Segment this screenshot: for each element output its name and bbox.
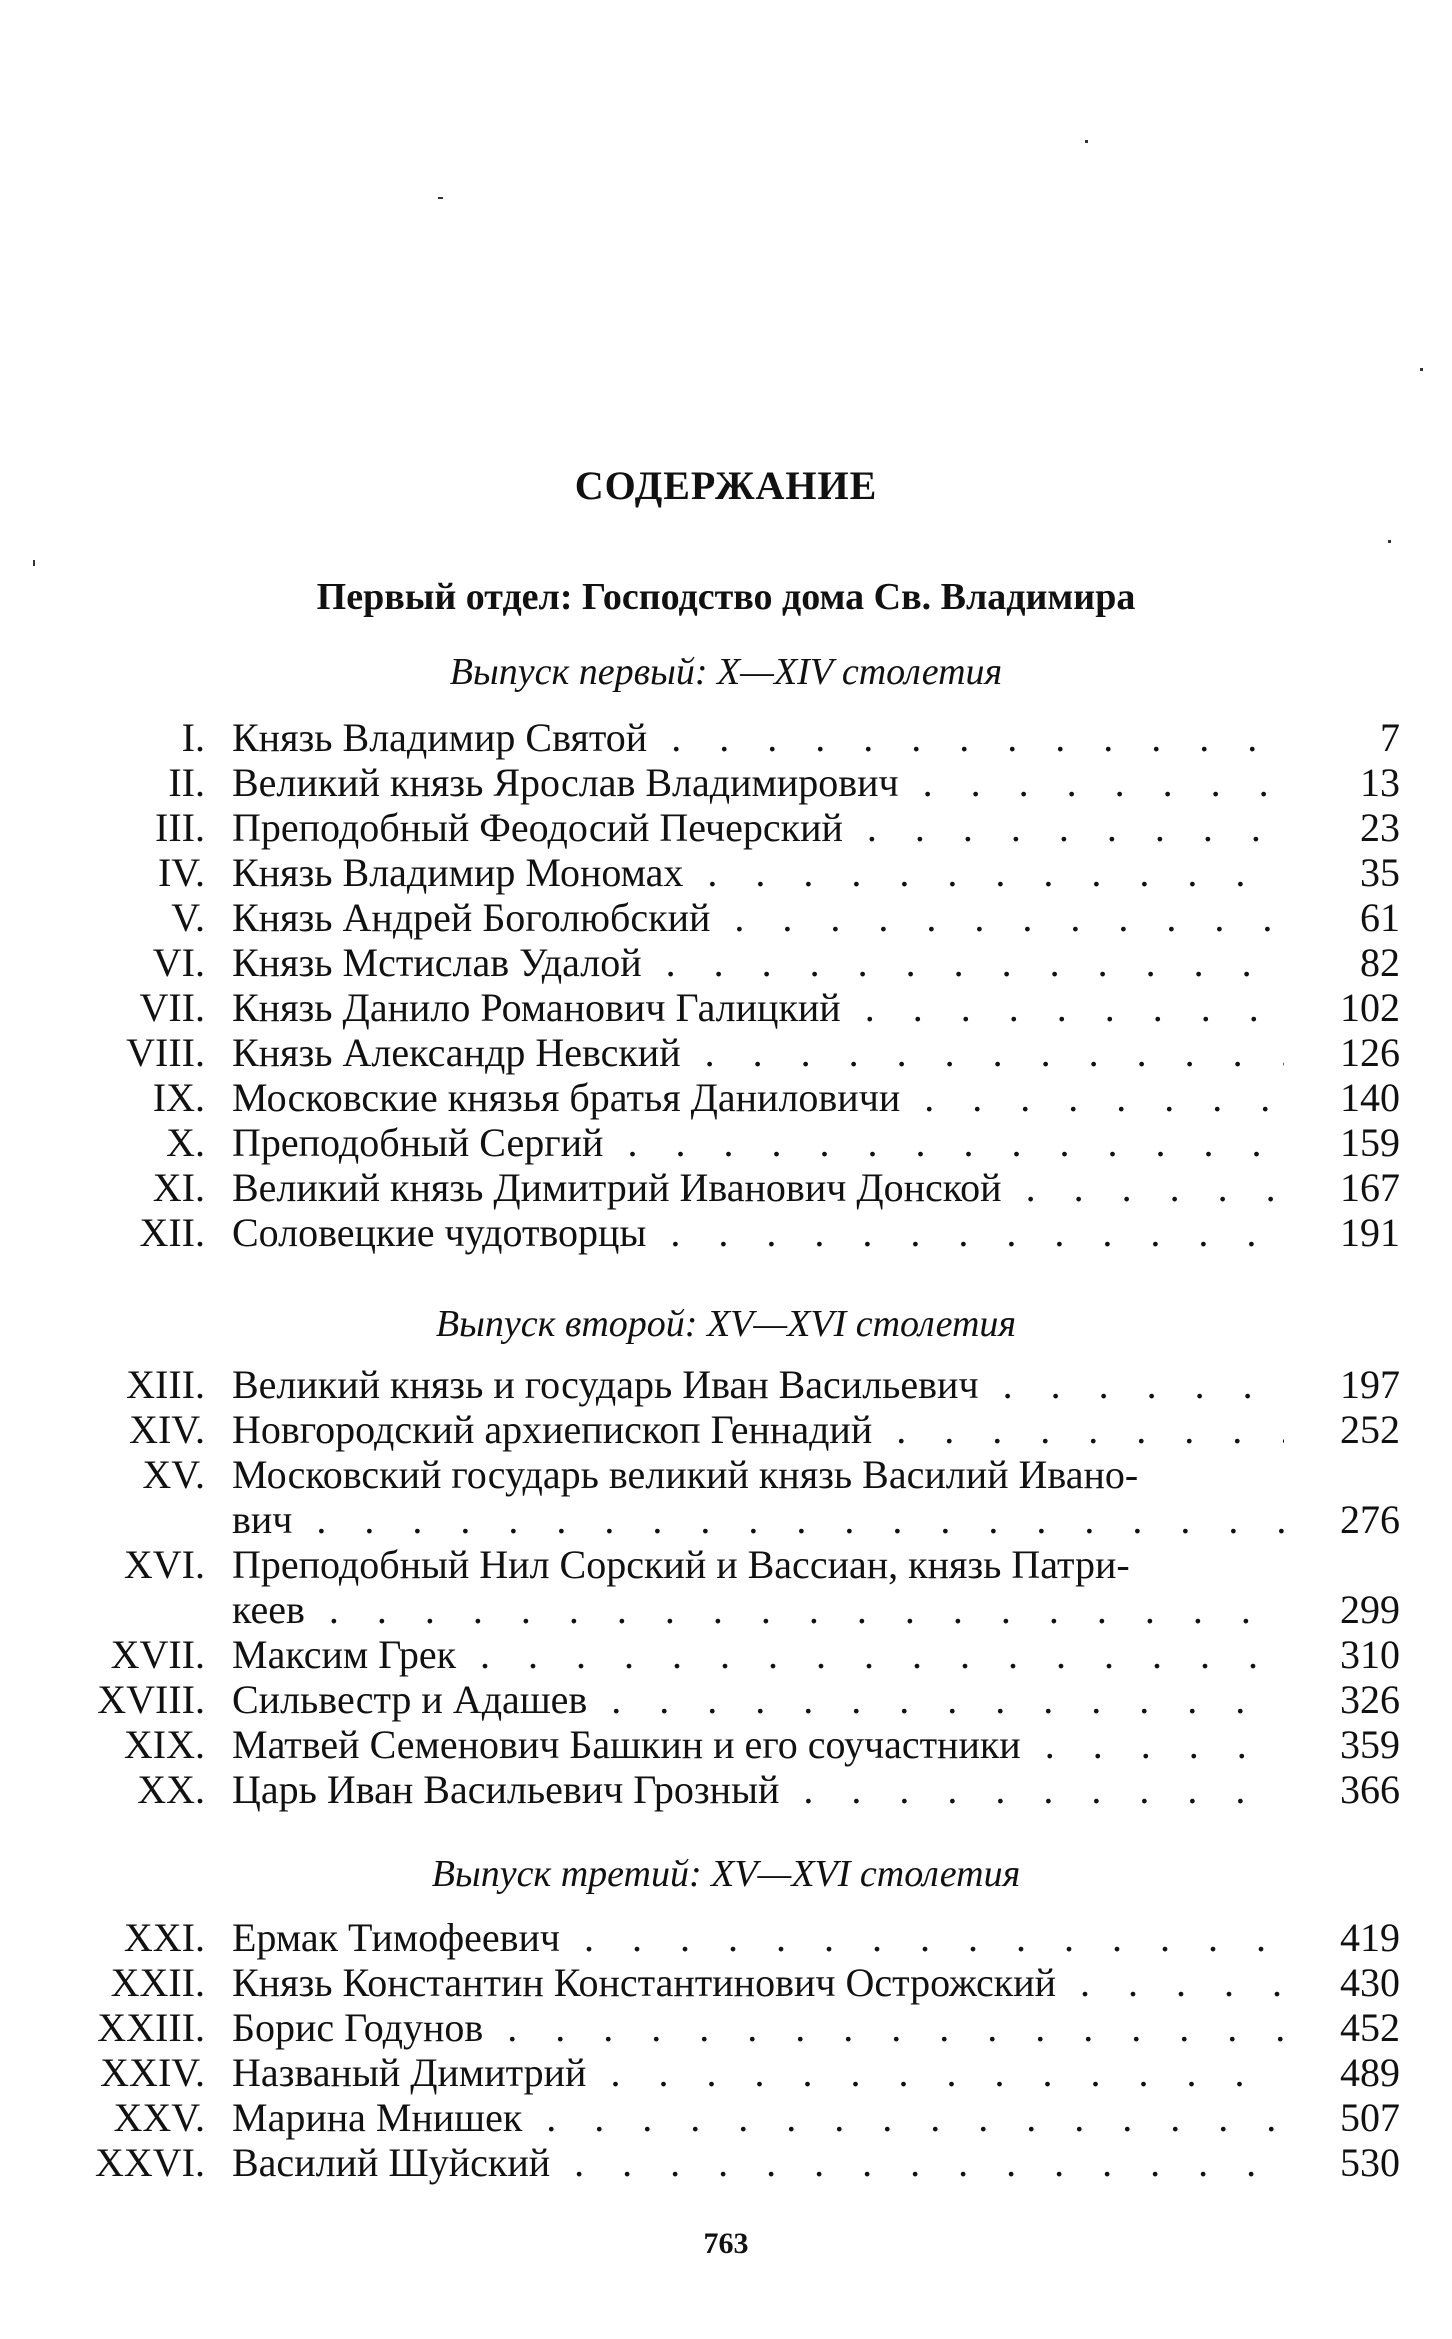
entry-title: Князь Александр Невский . . . — [232, 1030, 1284, 1075]
entry-title: Князь Владимир Мономах . . . — [232, 850, 1284, 895]
toc-entry — [0, 1632, 1452, 1677]
entry-title: Великий князь Ярослав Владимирович . . . — [232, 760, 1284, 805]
toc-entry — [0, 1542, 1452, 1587]
scan-speck — [1388, 540, 1391, 543]
toc-entry — [0, 1722, 1452, 1767]
toc-entry-continuation — [0, 1587, 1452, 1632]
entry-number: XII. — [139, 1210, 205, 1255]
entry-page: 191 — [1340, 1210, 1400, 1255]
entry-number: X. — [166, 1120, 205, 1165]
toc-entry — [0, 1407, 1452, 1452]
toc-entry-continuation — [0, 1497, 1452, 1542]
entry-title: Великий князь Димитрий Иванович Донской . . . — [232, 1165, 1284, 1210]
entry-page: 140 — [1340, 1075, 1400, 1120]
entry-title: Новгородский архиепископ Геннадий . . . — [232, 1407, 1284, 1452]
entry-title: Ермак Тимофеевич . . . — [232, 1915, 1284, 1960]
entry-number: XXIII. — [97, 2005, 205, 2050]
entry-page: 326 — [1340, 1677, 1400, 1722]
entry-title: Борис Годунов . . . — [232, 2005, 1284, 2050]
toc-entry — [0, 1362, 1452, 1407]
entry-page: 299 — [1340, 1587, 1400, 1632]
entry-number: XIX. — [123, 1722, 205, 1767]
entry-title: Названый Димитрий . . . — [232, 2050, 1284, 2095]
toc-entry — [0, 2050, 1452, 2095]
entry-title: Максим Грек . . . — [232, 1632, 1284, 1677]
toc-entry — [0, 940, 1452, 985]
entry-number: XX. — [137, 1767, 205, 1812]
entry-title: Царь Иван Васильевич Грозный . . . — [232, 1767, 1284, 1812]
entry-page: 197 — [1340, 1362, 1400, 1407]
toc-entry — [0, 2140, 1452, 2185]
toc-entry — [0, 805, 1452, 850]
entry-title: Великий князь и государь Иван Васильевич . . . — [232, 1362, 1284, 1407]
entry-page: 61 — [1360, 895, 1400, 940]
page-title: СОДЕРЖАНИЕ — [574, 463, 878, 508]
entry-number: XVI. — [123, 1542, 205, 1587]
toc-entry — [0, 1210, 1452, 1255]
entry-title: Московские князья братья Даниловичи . . . — [232, 1075, 1284, 1120]
entry-page: 507 — [1340, 2095, 1400, 2140]
entry-number: XIII. — [126, 1362, 205, 1407]
entry-page: 102 — [1340, 985, 1400, 1030]
entry-page: 126 — [1340, 1030, 1400, 1075]
entry-number: XXV. — [113, 2095, 205, 2140]
entry-number: XIV. — [129, 1407, 205, 1452]
entry-title-continued: кеев . . . — [232, 1587, 1284, 1632]
entry-title: Преподобный Нил Сорский и Вассиан, князь Патри- — [232, 1542, 1130, 1587]
entry-page: 23 — [1360, 805, 1400, 850]
scan-speck — [1085, 140, 1088, 143]
issue-heading-3: Выпуск третий: XV—XVI столетия — [431, 1853, 1021, 1895]
entry-title: Князь Мстислав Удалой . . . — [232, 940, 1284, 985]
toc-entry — [0, 850, 1452, 895]
page-number: 763 — [703, 2227, 749, 2260]
entry-page: 82 — [1360, 940, 1400, 985]
toc-entry — [0, 1677, 1452, 1722]
toc-entry — [0, 1120, 1452, 1165]
entry-number: III. — [155, 805, 205, 850]
toc-entry — [0, 715, 1452, 760]
scan-speck — [438, 197, 443, 199]
entry-page: 489 — [1340, 2050, 1400, 2095]
entry-page: 530 — [1340, 2140, 1400, 2185]
entry-page: 452 — [1340, 2005, 1400, 2050]
toc-entry — [0, 2005, 1452, 2050]
entry-number: I. — [181, 715, 205, 760]
toc-section-3 — [0, 1915, 1452, 2185]
toc-entry — [0, 895, 1452, 940]
entry-title: Сильвестр и Адашев . . . — [232, 1677, 1284, 1722]
part-title: Первый отдел: Господство дома Св. Владимира — [316, 576, 1136, 618]
entry-number: XXIV. — [100, 2050, 205, 2095]
entry-title: Матвей Семенович Башкин и его соучастники . . . — [232, 1722, 1284, 1767]
entry-title: Князь Данило Романович Галицкий . . . — [232, 985, 1284, 1030]
entry-number: XXVI. — [95, 2140, 205, 2185]
toc-entry — [0, 760, 1452, 805]
entry-title: Московский государь великий князь Василий Ивано- — [232, 1452, 1139, 1497]
toc-entry — [0, 2095, 1452, 2140]
toc-entry — [0, 1075, 1452, 1120]
entry-page: 167 — [1340, 1165, 1400, 1210]
toc-entry — [0, 1767, 1452, 1812]
toc-entry — [0, 1960, 1452, 2005]
entry-page: 276 — [1340, 1497, 1400, 1542]
entry-title: Князь Андрей Боголюбский . . . — [232, 895, 1284, 940]
issue-heading-2: Выпуск второй: XV—XVI столетия — [435, 1303, 1017, 1345]
entry-number: XXII. — [110, 1960, 205, 2005]
entry-number: XVIII. — [97, 1677, 205, 1722]
toc-entry — [0, 1165, 1452, 1210]
entry-title: Василий Шуйский . . . — [232, 2140, 1284, 2185]
entry-number: VIII. — [126, 1030, 205, 1075]
entry-page: 419 — [1340, 1915, 1400, 1960]
entry-number: VI. — [152, 940, 205, 985]
toc-section-2 — [0, 1362, 1452, 1812]
entry-page: 366 — [1340, 1767, 1400, 1812]
entry-page: 430 — [1340, 1960, 1400, 2005]
toc-section-1 — [0, 715, 1452, 1255]
entry-number: IX. — [152, 1075, 205, 1120]
toc-entry — [0, 1452, 1452, 1497]
entry-number: XV. — [142, 1452, 205, 1497]
entry-title: Марина Мнишек . . . — [232, 2095, 1284, 2140]
entry-page: 7 — [1380, 715, 1400, 760]
scan-speck — [1420, 368, 1423, 371]
toc-entry — [0, 985, 1452, 1030]
entry-page: 159 — [1340, 1120, 1400, 1165]
scan-speck — [33, 560, 35, 566]
entry-title: Князь Константин Константинович Острожский . . . — [232, 1960, 1284, 2005]
entry-page: 35 — [1360, 850, 1400, 895]
entry-number: II. — [168, 760, 205, 805]
toc-entry — [0, 1915, 1452, 1960]
entry-number: XI. — [152, 1165, 205, 1210]
entry-page: 359 — [1340, 1722, 1400, 1767]
entry-number: V. — [171, 895, 205, 940]
toc-entry — [0, 1030, 1452, 1075]
entry-title: Преподобный Феодосий Печерский . . . — [232, 805, 1284, 850]
entry-page: 13 — [1360, 760, 1400, 805]
entry-number: IV. — [157, 850, 205, 895]
issue-heading-1: Выпуск первый: X—XIV столетия — [449, 651, 1003, 693]
entry-title-continued: вич . . . — [232, 1497, 1284, 1542]
entry-title: Соловецкие чудотворцы . . . — [232, 1210, 1284, 1255]
entry-number: XVII. — [110, 1632, 205, 1677]
entry-title: Князь Владимир Святой . . . — [232, 715, 1284, 760]
entry-number: VII. — [139, 985, 205, 1030]
entry-page: 252 — [1340, 1407, 1400, 1452]
entry-title: Преподобный Сергий . . . — [232, 1120, 1284, 1165]
entry-number: XXI. — [123, 1915, 205, 1960]
entry-page: 310 — [1340, 1632, 1400, 1677]
